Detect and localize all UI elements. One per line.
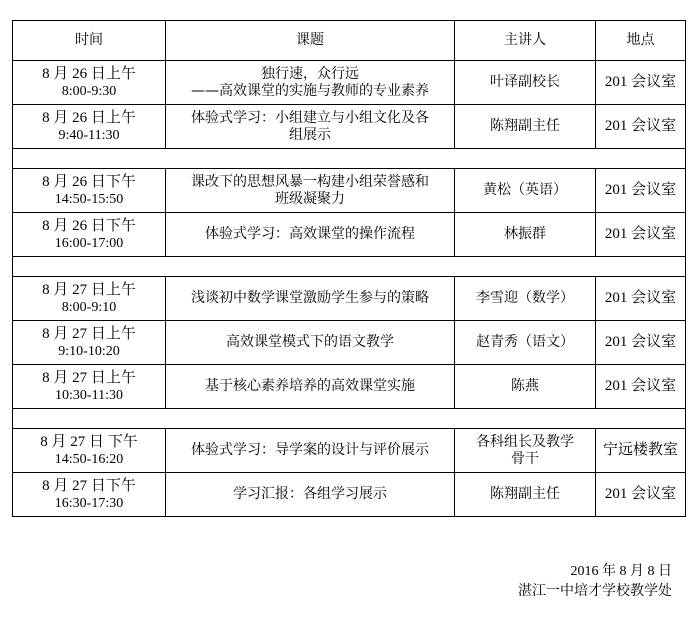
time-cell [13, 365, 166, 409]
session-time: 8:00-9:30 [61, 83, 117, 99]
table-row [13, 365, 686, 409]
topic-cell [166, 429, 455, 473]
speaker-cell: 陈翔副主任 [455, 105, 596, 149]
table-row [13, 61, 686, 105]
topic-cell [166, 321, 455, 365]
speaker-cell: 陈翔副主任 [455, 473, 596, 517]
place-cell: 201 会议室 [596, 213, 686, 257]
topic-cell [166, 169, 455, 213]
spacer-row [13, 257, 686, 277]
speaker-cell: 林振群 [455, 213, 596, 257]
table-header-row [13, 21, 686, 61]
place-cell: 宁远楼教室 [596, 429, 686, 473]
session-date: 8 月 26 日下午 [42, 217, 136, 234]
topic-line: 课改下的思想风暴一构建小组荣誉感和 [191, 173, 429, 190]
header-time: 时间 [13, 21, 166, 61]
signature-date: 2016 年 8 月 8 日 [570, 564, 672, 579]
session-date: 8 月 27 日 下午 [40, 433, 138, 450]
table-row [13, 473, 686, 517]
header-speaker: 主讲人 [455, 21, 596, 61]
header-place: 地点 [596, 21, 686, 61]
time-cell [13, 321, 166, 365]
topic-line: 基于核心素养培养的高效课堂实施 [205, 378, 415, 394]
spacer-cell [13, 409, 686, 429]
signature-org: 湛江一中培才学校教学处 [518, 584, 672, 599]
session-time: 16:00-17:00 [54, 235, 124, 251]
session-time: 14:50-15:50 [54, 191, 124, 207]
topic-cell [166, 473, 455, 517]
place-cell: 201 会议室 [596, 61, 686, 105]
session-date: 8 月 26 日下午 [42, 173, 136, 190]
session-date: 8 月 27 日上午 [42, 369, 136, 386]
table-row [13, 321, 686, 365]
speaker-line: 各科组长及教学 [476, 433, 574, 450]
time-cell [13, 429, 166, 473]
table-row [13, 213, 686, 257]
speaker-cell [455, 429, 596, 473]
speaker-cell: 叶译副校长 [455, 61, 596, 105]
time-cell [13, 213, 166, 257]
place-cell: 201 会议室 [596, 169, 686, 213]
session-time: 14:50-16:20 [54, 451, 124, 467]
spacer-cell [13, 149, 686, 169]
session-time: 8:00-9:10 [61, 299, 117, 315]
topic-line: 高效课堂模式下的语文教学 [226, 334, 394, 350]
time-cell [13, 277, 166, 321]
topic-line: 独行速，众行远 [261, 65, 359, 82]
session-time: 9:40-11:30 [58, 127, 120, 143]
time-cell [13, 473, 166, 517]
topic-line: 浅谈初中数学课堂激励学生参与的策略 [191, 290, 429, 306]
topic-line: 组展示 [289, 126, 331, 143]
topic-line: 体验式学习：小组建立与小组文化及各 [191, 109, 429, 126]
signature-block [518, 562, 672, 602]
session-date: 8 月 27 日上午 [42, 281, 136, 298]
speaker-cell: 黄松（英语） [455, 169, 596, 213]
spacer-cell [13, 257, 686, 277]
topic-line: 学习汇报：各组学习展示 [233, 486, 387, 502]
table-row [13, 169, 686, 213]
place-cell: 201 会议室 [596, 105, 686, 149]
time-cell [13, 105, 166, 149]
spacer-row [13, 149, 686, 169]
header-topic: 课题 [166, 21, 455, 61]
session-time: 9:10-10:20 [58, 343, 120, 359]
schedule-table [12, 20, 686, 517]
spacer-row [13, 409, 686, 429]
table-row [13, 277, 686, 321]
table-row [13, 105, 686, 149]
topic-line: ——高效课堂的实施与教师的专业素养 [191, 82, 429, 99]
speaker-cell: 李雪迎（数学） [455, 277, 596, 321]
session-time: 16:30-17:30 [54, 495, 124, 511]
topic-cell [166, 365, 455, 409]
session-date: 8 月 27 日上午 [42, 325, 136, 342]
time-cell [13, 169, 166, 213]
topic-cell [166, 213, 455, 257]
speaker-cell: 陈燕 [455, 365, 596, 409]
place-cell: 201 会议室 [596, 277, 686, 321]
topic-cell [166, 105, 455, 149]
place-cell: 201 会议室 [596, 365, 686, 409]
session-date: 8 月 26 日上午 [42, 109, 136, 126]
topic-cell [166, 61, 455, 105]
table-row [13, 429, 686, 473]
topic-line: 体验式学习：导学案的设计与评价展示 [191, 442, 429, 458]
speaker-line: 骨干 [511, 450, 539, 467]
time-cell [13, 61, 166, 105]
speaker-cell: 赵青秀（语文） [455, 321, 596, 365]
place-cell: 201 会议室 [596, 473, 686, 517]
session-date: 8 月 27 日下午 [42, 477, 136, 494]
session-date: 8 月 26 日上午 [42, 65, 136, 82]
topic-cell [166, 277, 455, 321]
session-time: 10:30-11:30 [55, 387, 123, 403]
place-cell: 201 会议室 [596, 321, 686, 365]
topic-line: 班级凝聚力 [275, 190, 345, 207]
topic-line: 体验式学习：高效课堂的操作流程 [205, 226, 415, 242]
